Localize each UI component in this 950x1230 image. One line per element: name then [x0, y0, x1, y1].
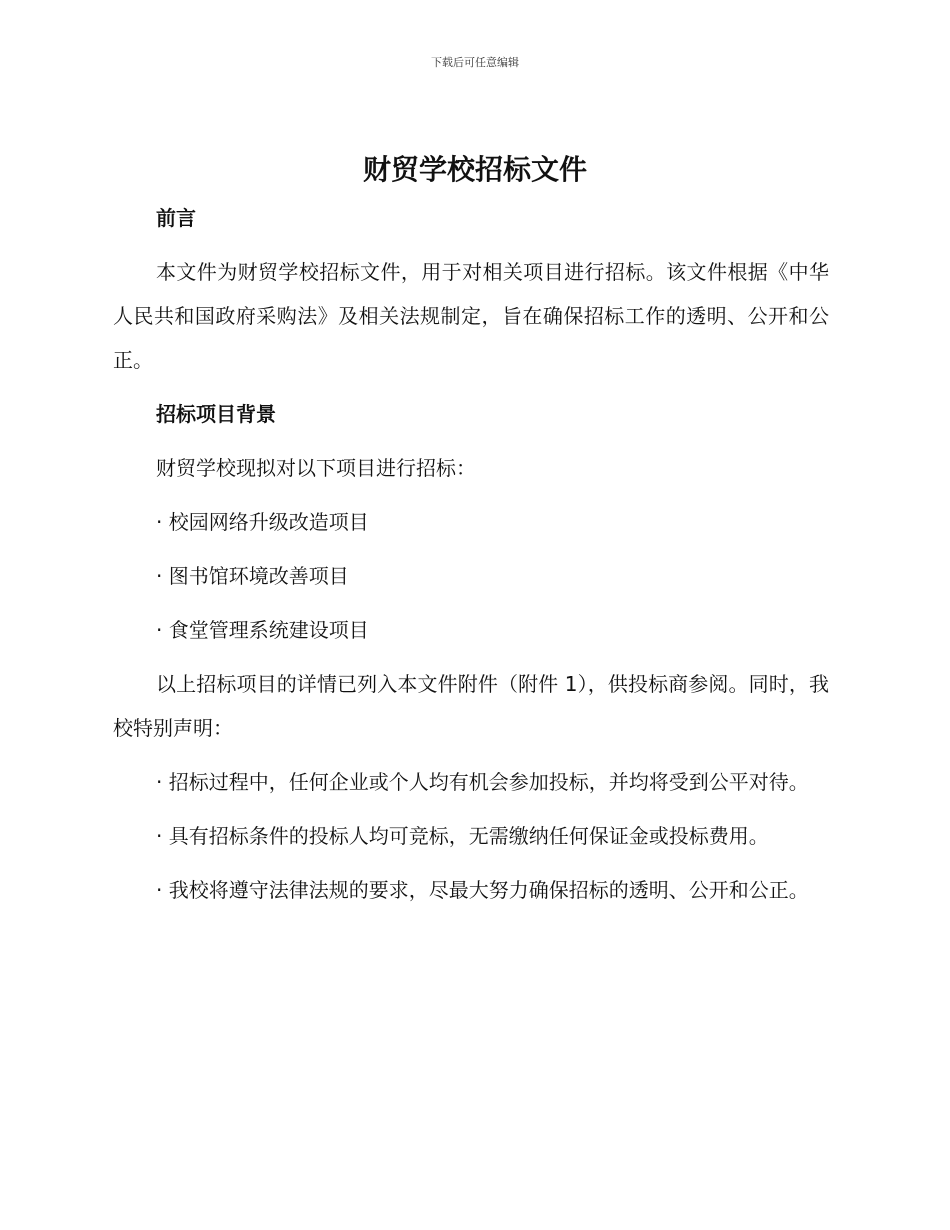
section-heading-background: 招标项目背景	[156, 402, 276, 426]
statement-item: · 招标过程中，任何企业或个人均有机会参加投标，并均将受到公平对待。	[156, 770, 809, 794]
background-intro: 财贸学校现拟对以下项目进行招标：	[156, 456, 476, 480]
project-list-item: · 校园网络升级改造项目	[156, 510, 369, 534]
statement-item: · 具有招标条件的投标人均可竞标，无需缴纳任何保证金或投标费用。	[156, 824, 769, 848]
section-heading-preface: 前言	[156, 206, 196, 230]
preface-paragraph: 本文件为财贸学校招标文件，用于对相关项目进行招标。该文件根据《中华人民共和国政府采购法》及相关法规制定，旨在确保招标工作的透明、公开和公正。	[113, 260, 829, 372]
project-list-item: · 图书馆环境改善项目	[156, 564, 349, 588]
document-body	[113, 196, 829, 922]
header-note: 下载后可任意编辑	[431, 56, 519, 69]
document-title: 财贸学校招标文件	[362, 153, 587, 186]
statement-item: · 我校将遵守法律法规的要求，尽最大努力确保招标的透明、公开和公正。	[156, 878, 809, 902]
details-paragraph: 以上招标项目的详情已列入本文件附件（附件 1），供投标商参阅。同时，我校特别声明：	[113, 672, 829, 740]
project-list-item: · 食堂管理系统建设项目	[156, 618, 369, 642]
